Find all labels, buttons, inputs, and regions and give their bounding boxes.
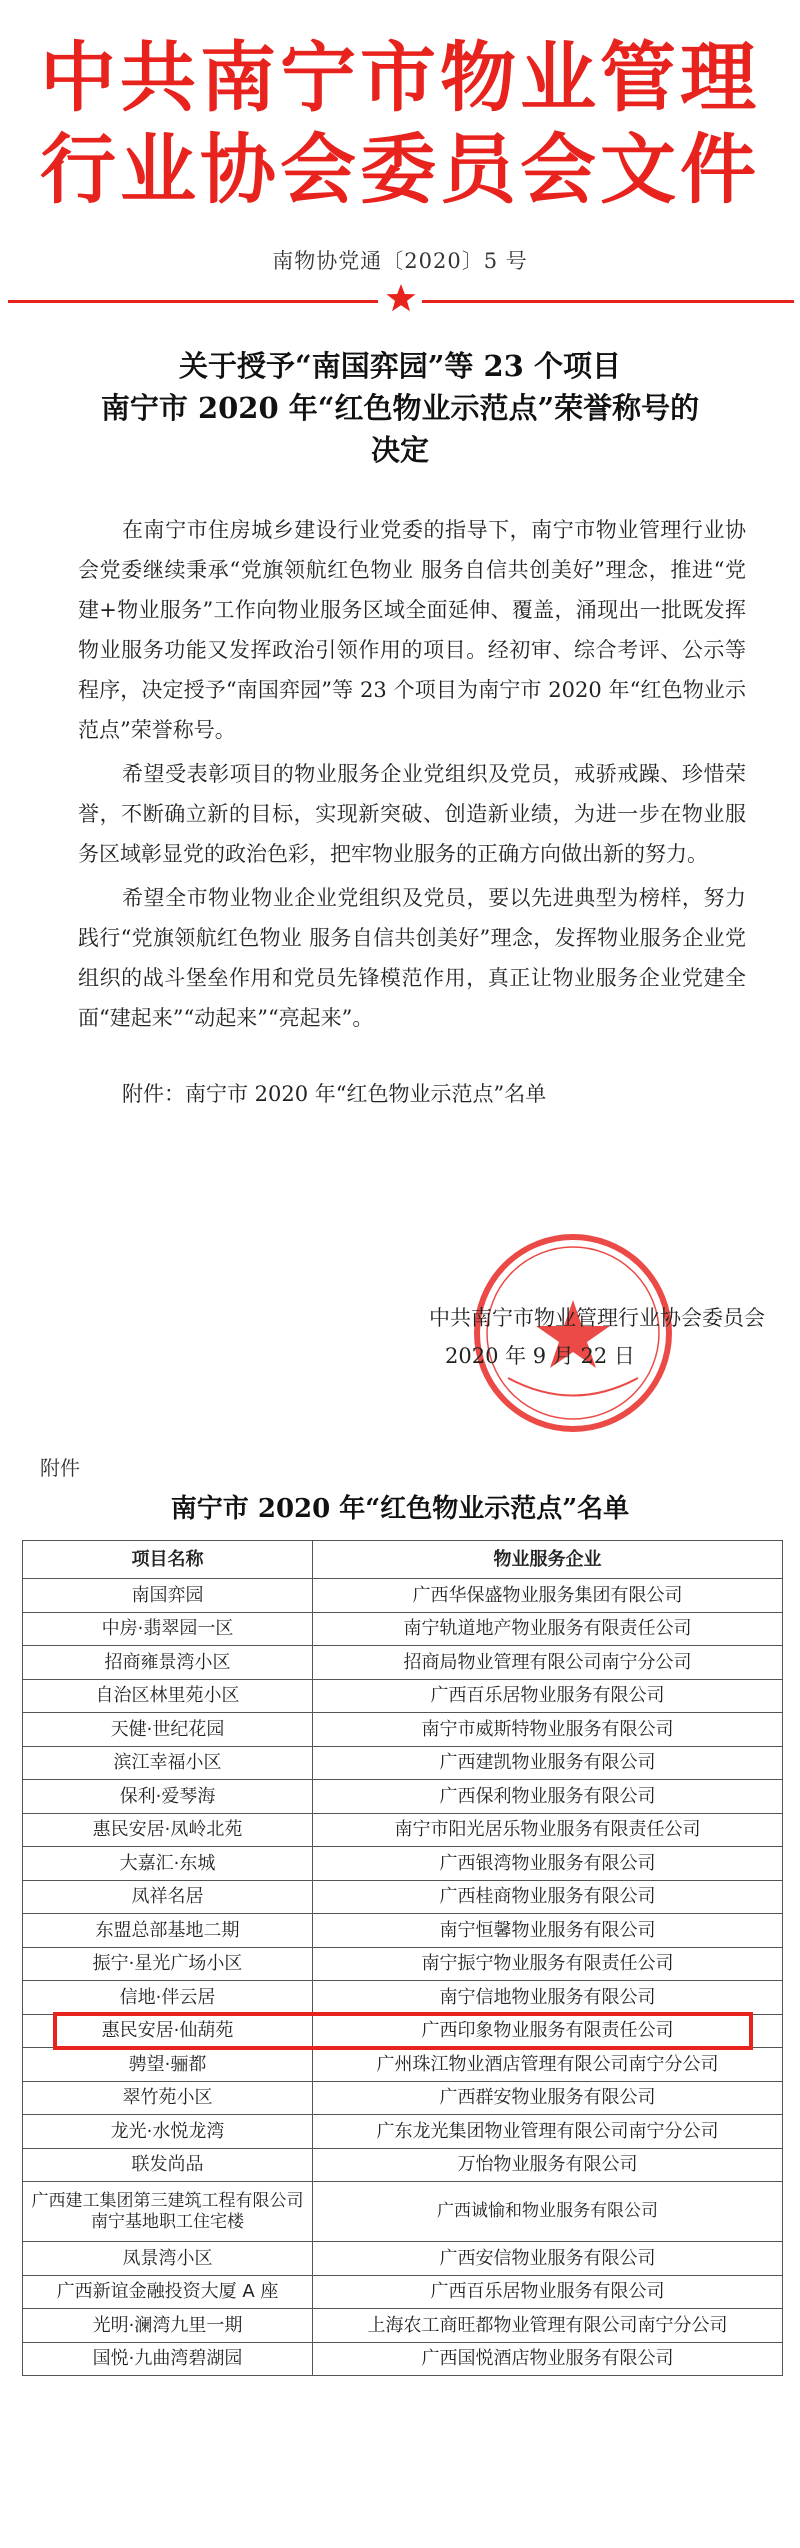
project-name-cell: 惠民安居·凤岭北苑 <box>23 1813 313 1847</box>
document-number: 南物协党通〔2020〕5 号 <box>272 249 528 273</box>
project-name-cell: 凤祥名居 <box>23 1880 313 1914</box>
body-paragraph: 在南宁市住房城乡建设行业党委的指导下，南宁市物业管理行业协会党委继续秉承“党旗领航红色物业 服务自信共创美好”理念，推进“党建+物业服务”工作向物业服务区域全面延伸、覆盖，涌现出一批既发挥物业服务功能又发挥政治引领作用的项目。经初审、综合考评、公示等程序，决定授予“南国弈园”等 23 个项目为南宁市 2020 年“红色物业示范点”荣誉称号。 <box>78 518 746 742</box>
project-name-cell: 南国弈园 <box>23 1579 313 1613</box>
company-cell: 南宁市阳光居乐物业服务有限责任公司 <box>313 1813 783 1847</box>
header-title-line2: 行业协会委员会文件 <box>40 125 760 214</box>
project-name-cell: 凤景湾小区 <box>23 2242 313 2276</box>
table-row <box>23 1914 783 1948</box>
project-name-cell: 龙光·水悦龙湾 <box>23 2115 313 2149</box>
company-cell: 广西百乐居物业服务有限公司 <box>313 2275 783 2309</box>
project-name-cell: 滨江幸福小区 <box>23 1746 313 1780</box>
company-cell: 广西群安物业服务有限公司 <box>313 2081 783 2115</box>
signature-organization: 中共南宁市物业管理行业协会委员会 <box>429 1306 765 1330</box>
table-row <box>23 2115 783 2149</box>
project-name-cell: 招商雍景湾小区 <box>23 1646 313 1680</box>
table-row <box>23 2182 783 2242</box>
project-name-cell: 惠民安居·仙葫苑 <box>23 2014 313 2048</box>
table-row <box>23 1579 783 1613</box>
company-cell: 广西保利物业服务有限公司 <box>313 1780 783 1814</box>
project-name-cell: 自治区林里苑小区 <box>23 1679 313 1713</box>
company-cell: 南宁市威斯特物业服务有限公司 <box>313 1713 783 1747</box>
project-name-cell: 广西新谊金融投资大厦 A 座 <box>23 2275 313 2309</box>
body-paragraph: 希望全市物业物业企业党组织及党员，要以先进典型为榜样，努力践行“党旗领航红色物业 服务自信共创美好”理念，发挥物业服务企业党组织的战斗堡垒作用和党员先锋模范作用，真正让物业服务企业党建全面“建起来”“动起来”“亮起来”。 <box>78 886 746 1030</box>
body-paragraph: 希望受表彰项目的物业服务企业党组织及党员，戒骄戒躁、珍惜荣誉，不断确立新的目标，实现新突破、创造新业绩，为进一步在物业服务区域彰显党的政治色彩，把牢物业服务的正确方向做出新的努力。 <box>78 762 746 866</box>
table-row <box>23 1947 783 1981</box>
table-row <box>23 2309 783 2343</box>
table-row <box>23 1780 783 1814</box>
project-name-cell: 广西建工集团第三建筑工程有限公司南宁基地职工住宅楼 <box>23 2182 313 2242</box>
document-header <box>0 0 800 320</box>
company-cell: 广东龙光集团物业管理有限公司南宁分公司 <box>313 2115 783 2149</box>
table-row <box>23 1646 783 1680</box>
signature-date: 2020 年 9 月 22 日 <box>445 1344 635 1368</box>
company-cell: 广西桂商物业服务有限公司 <box>313 1880 783 1914</box>
header-rule-left <box>8 300 378 303</box>
company-cell: 南宁信地物业服务有限公司 <box>313 1981 783 2015</box>
column-header-project: 项目名称 <box>23 1541 313 1579</box>
table-row <box>23 1847 783 1881</box>
header-rule-right <box>422 300 794 303</box>
star-icon <box>385 282 417 314</box>
decision-body <box>78 510 746 1118</box>
table-row <box>23 2148 783 2182</box>
column-header-company: 物业服务企业 <box>313 1541 783 1579</box>
header-title-line1: 中共南宁市物业管理 <box>40 33 760 122</box>
signature-block <box>345 1300 765 1368</box>
table-row <box>23 1612 783 1646</box>
company-cell: 广西银湾物业服务有限公司 <box>313 1847 783 1881</box>
project-name-cell: 信地·伴云居 <box>23 1981 313 2015</box>
company-cell: 广西安信物业服务有限公司 <box>313 2242 783 2276</box>
project-name-cell: 天健·世纪花园 <box>23 1713 313 1747</box>
company-cell: 南宁恒馨物业服务有限公司 <box>313 1914 783 1948</box>
table-row <box>23 1981 783 2015</box>
company-cell: 南宁轨道地产物业服务有限责任公司 <box>313 1612 783 1646</box>
project-name-cell: 国悦·九曲湾碧湖园 <box>23 2342 313 2376</box>
decision-title-line1: 关于授予“南国弈园”等 23 个项目 <box>179 349 621 383</box>
project-name-cell: 骋望·骊都 <box>23 2048 313 2082</box>
project-name-cell: 东盟总部基地二期 <box>23 1914 313 1948</box>
table-header-row <box>23 1541 783 1579</box>
table-row-highlighted <box>23 2014 783 2048</box>
table-row <box>23 1813 783 1847</box>
attachment-list-title: 南宁市 2020 年“红色物业示范点”名单 <box>170 1494 630 1524</box>
company-cell: 广西诚愉和物业服务有限公司 <box>313 2182 783 2242</box>
table-row <box>23 2048 783 2082</box>
project-name-cell: 光明·澜湾九里一期 <box>23 2309 313 2343</box>
company-cell: 广西印象物业服务有限责任公司 <box>313 2014 783 2048</box>
company-cell: 上海农工商旺都物业管理有限公司南宁分公司 <box>313 2309 783 2343</box>
company-cell: 广州珠江物业酒店管理有限公司南宁分公司 <box>313 2048 783 2082</box>
project-name-cell: 大嘉汇·东城 <box>23 1847 313 1881</box>
attachment-label: 附件 <box>40 1456 80 1480</box>
company-cell: 广西华保盛物业服务集团有限公司 <box>313 1579 783 1613</box>
attachment-reference: 附件：南宁市 2020 年“红色物业示范点”名单 <box>122 1082 547 1106</box>
table-row <box>23 1713 783 1747</box>
demonstration-site-table <box>22 1540 782 2376</box>
table-row <box>23 2081 783 2115</box>
table-row <box>23 2342 783 2376</box>
project-name-cell: 中房·翡翠园一区 <box>23 1612 313 1646</box>
table-row <box>23 1746 783 1780</box>
decision-title-line2: 南宁市 2020 年“红色物业示范点”荣誉称号的 <box>100 391 700 425</box>
company-cell: 南宁振宁物业服务有限责任公司 <box>313 1947 783 1981</box>
company-cell: 广西国悦酒店物业服务有限公司 <box>313 2342 783 2376</box>
project-name-cell: 联发尚品 <box>23 2148 313 2182</box>
company-cell: 招商局物业管理有限公司南宁分公司 <box>313 1646 783 1680</box>
company-cell: 万怡物业服务有限公司 <box>313 2148 783 2182</box>
company-cell: 广西百乐居物业服务有限公司 <box>313 1679 783 1713</box>
company-cell: 广西建凯物业服务有限公司 <box>313 1746 783 1780</box>
decision-title <box>40 345 760 471</box>
table-row <box>23 1880 783 1914</box>
table-row <box>23 2275 783 2309</box>
table-row <box>23 2242 783 2276</box>
table-row <box>23 1679 783 1713</box>
project-name-cell: 翠竹苑小区 <box>23 2081 313 2115</box>
project-name-cell: 振宁·星光广场小区 <box>23 1947 313 1981</box>
project-name-cell: 保利·爱琴海 <box>23 1780 313 1814</box>
list-table <box>22 1540 783 2376</box>
decision-title-line3: 决定 <box>370 433 429 467</box>
